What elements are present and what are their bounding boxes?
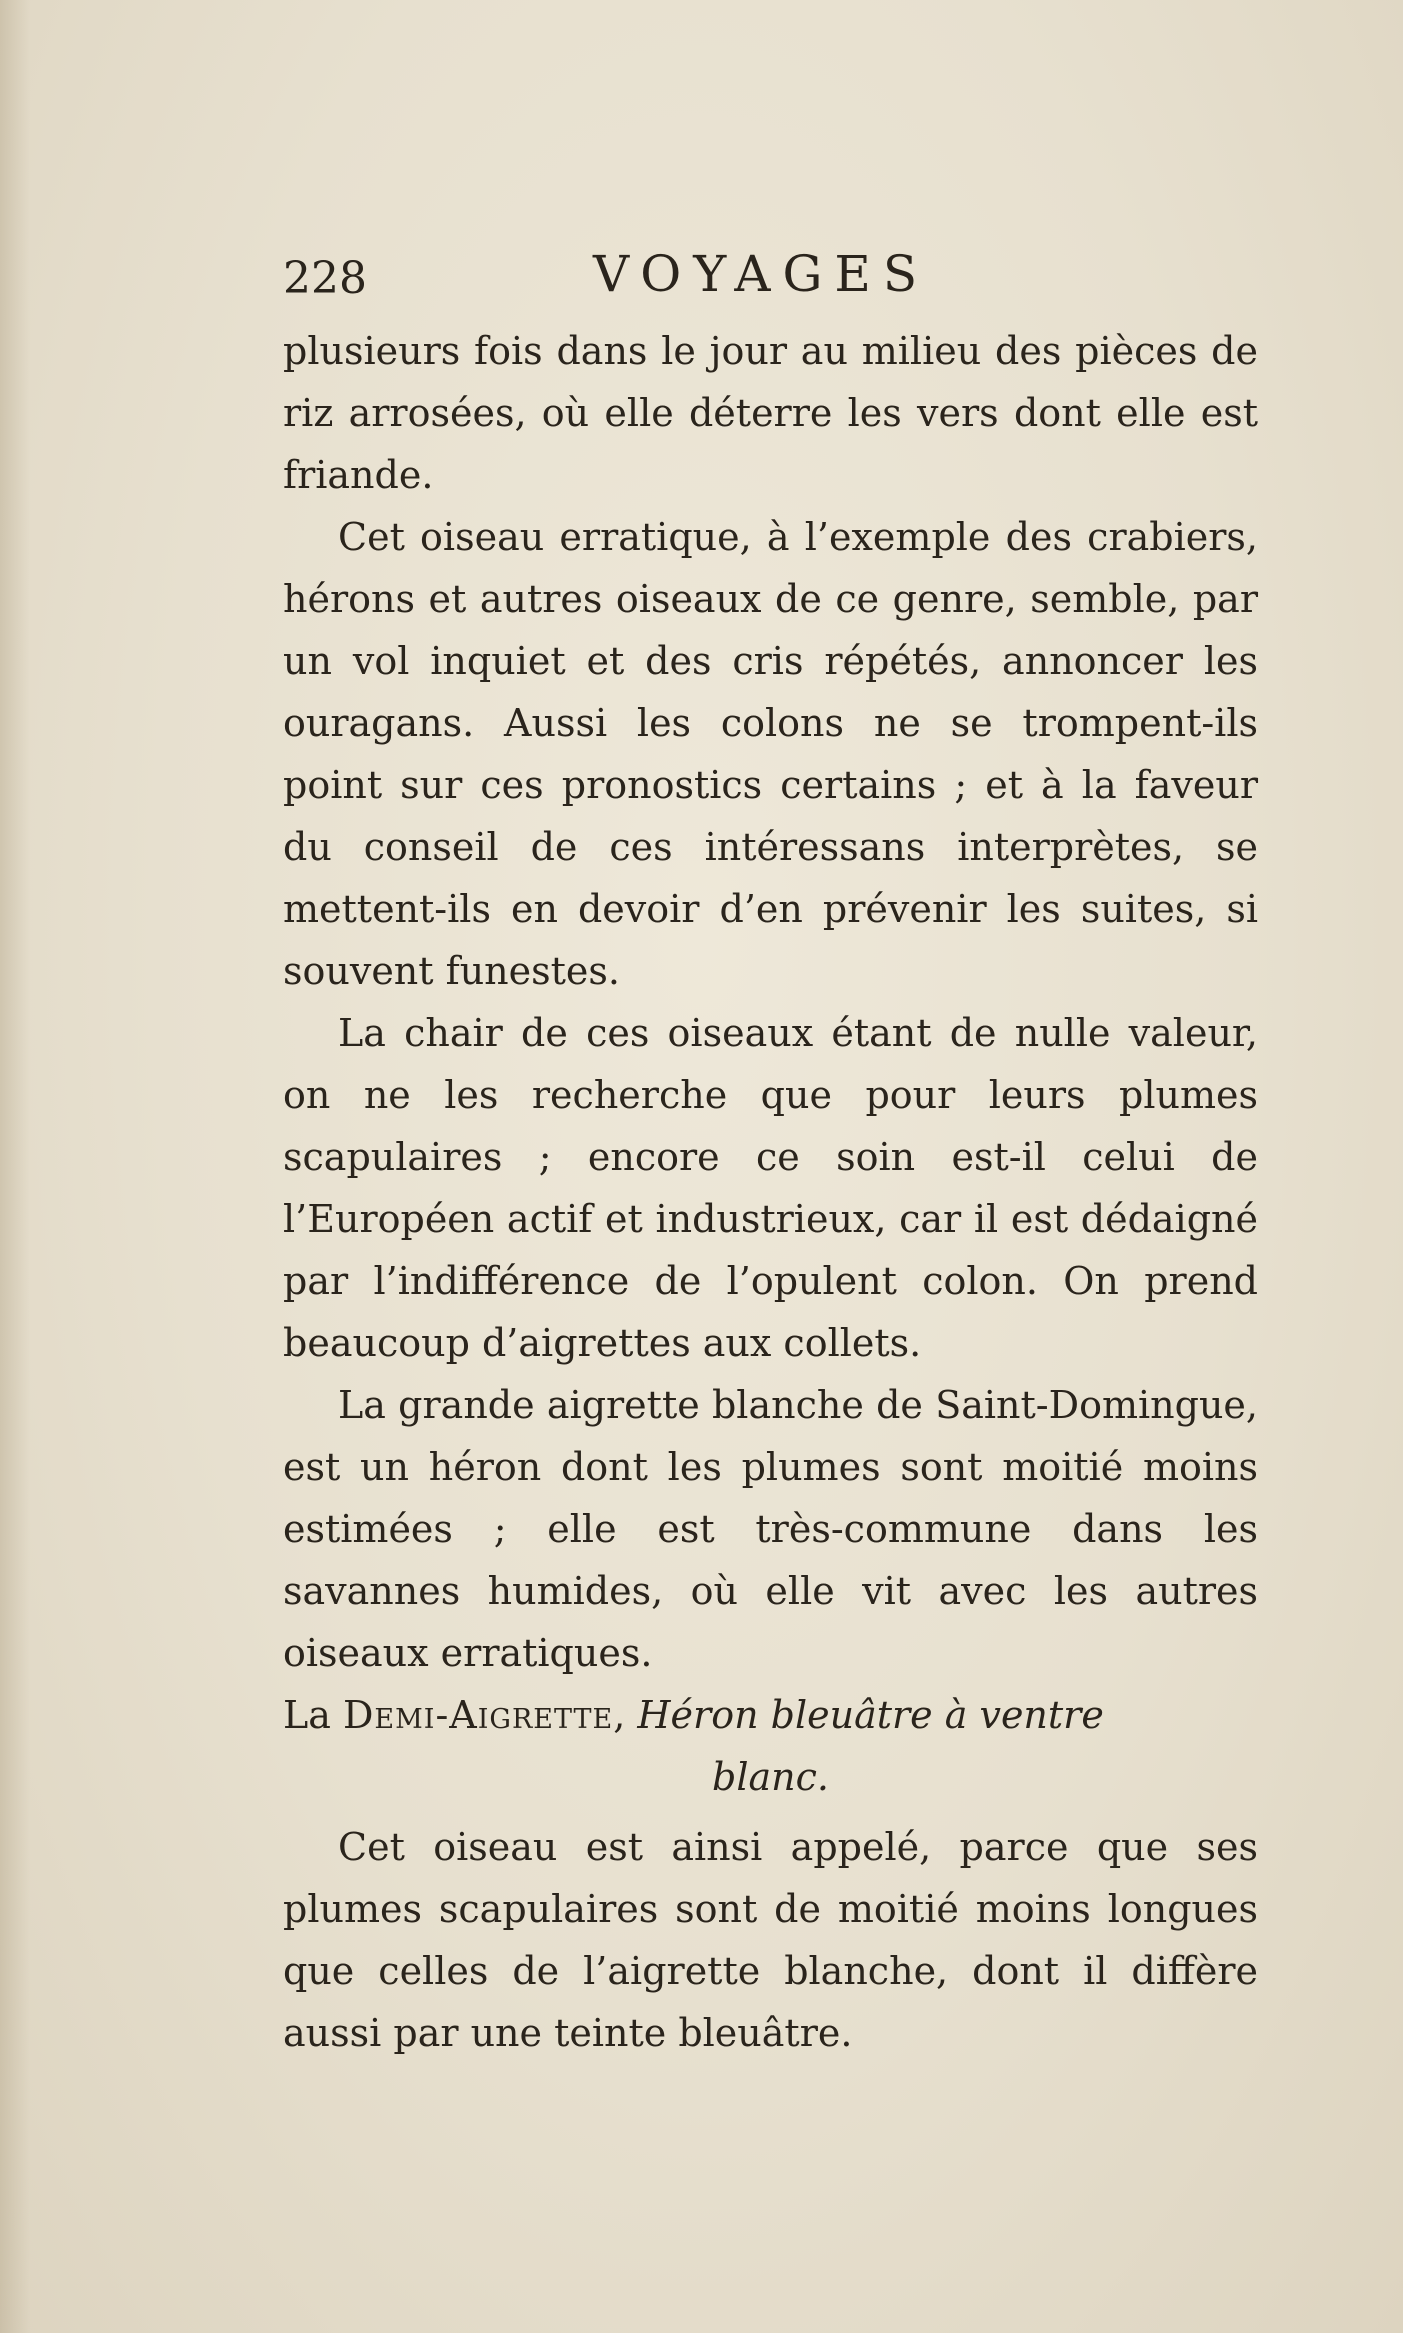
paragraph-2: Cet oiseau erratique, à l’exemple des crabiers, hérons et autres oiseaux de ce genre, semble, par un vol inquiet et des cris répétés, annoncer les ouragans. Aussi les colons ne se trompent-ils point sur ces pronostics certains ; et à la faveur du conseil de ces intéressans interprètes, se mettent-ils en devoir d’en prévenir les suites, si souvent funestes.	[283, 515, 1258, 993]
section-heading	[283, 1684, 1258, 1746]
heading-comma: ,	[613, 1693, 638, 1737]
page-number: 228	[283, 253, 367, 304]
heading-latin-description: Héron bleuâtre à ventre	[637, 1693, 1104, 1737]
page-header	[283, 245, 1273, 305]
heading-lead: La	[283, 1693, 343, 1737]
running-head: VOYAGES	[593, 245, 930, 303]
paragraph-5: Cet oiseau est ainsi appelé, parce que ses plumes scapulaires sont de moitié moins longues que celles de l’aigrette blanche, dont il diffère aussi par une teinte bleuâtre.	[283, 1825, 1258, 2055]
heading-continuation: blanc.	[712, 1755, 829, 1799]
paragraph-1: plusieurs fois dans le jour au milieu des pièces de riz arrosées, où elle déterre les vers dont elle est friande.	[283, 329, 1258, 497]
paragraph-3: La chair de ces oiseaux étant de nulle valeur, on ne les recherche que pour leurs plumes scapulaires ; encore ce soin est-il celui de l’Européen actif et industrieux, car il est dédaigné par l’indifférence de l’opulent colon. On prend beaucoup d’aigrettes aux collets.	[283, 1011, 1258, 1365]
body-text	[283, 320, 1258, 2064]
gutter-shadow	[0, 0, 30, 2333]
heading-species-name: Demi-Aigrette	[342, 1693, 614, 1737]
paragraph-4: La grande aigrette blanche de Saint-Domingue, est un héron dont les plumes sont moitié moins estimées ; elle est très-commune dans les savannes humides, où elle vit avec les autres oiseaux erratiques.	[283, 1383, 1258, 1675]
